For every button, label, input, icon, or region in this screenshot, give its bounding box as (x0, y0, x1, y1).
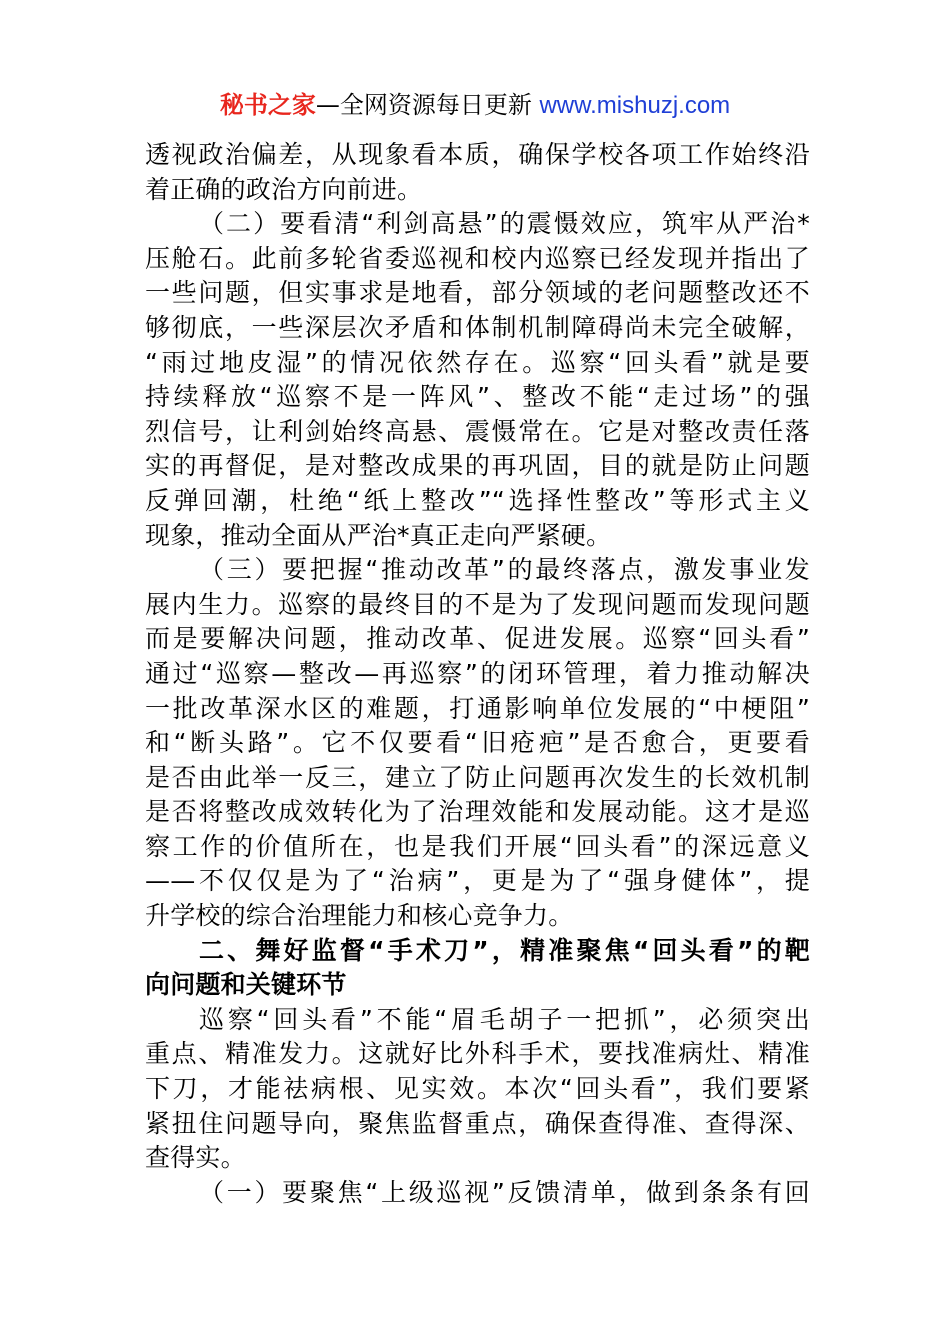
body-line: （一）要聚焦“上级巡视”反馈清单，做到条条有回 (199, 1177, 810, 1207)
body-line: 升学校的综合治理能力和核心竞争力。 (145, 901, 574, 931)
section-heading: 二、舞好监督“手术刀”，精准聚焦“回头看”的靶 (199, 935, 810, 965)
body-line: 和“断头路”。它不仅要看“旧疮疤”是否愈合，更要看 (145, 728, 810, 758)
site-header (0, 88, 950, 123)
body-line: （三）要把握“推动改革”的最终落点，激发事业发 (199, 555, 810, 585)
body-line: 通过“巡察—整改—再巡察”的闭环管理，着力推动解决 (145, 658, 810, 688)
body-line: 是否由此举一反三，建立了防止问题再次发生的长效机制 (145, 762, 810, 792)
body-line: 察工作的价值所在，也是我们开展“回头看”的深远意义 (145, 831, 810, 861)
body-line: 展内生力。巡察的最终目的不是为了发现问题而发现问题 (145, 589, 810, 619)
body-line: 实的再督促，是对整改成果的再巩固，目的就是防止问题 (145, 451, 810, 481)
body-line: 透视政治偏差，从现象看本质，确保学校各项工作始终沿 (145, 140, 810, 169)
body-line: 重点、精准发力。这就好比外科手术，要找准病灶、精准 (145, 1039, 810, 1069)
body-line: 下刀，才能祛病根、见实效。本次“回头看”，我们要紧 (145, 1074, 810, 1104)
body-line: “雨过地皮湿”的情况依然存在。巡察“回头看”就是要 (145, 347, 810, 377)
body-line: 持续释放“巡察不是一阵风”、整改不能“走过场”的强 (145, 382, 810, 412)
body-line: 烈信号，让利剑始终高悬、震慑常在。它是对整改责任落 (145, 416, 810, 446)
body-line: 巡察“回头看”不能“眉毛胡子一把抓”，必须突出 (199, 1004, 810, 1034)
body-line: 反弹回潮，杜绝“纸上整改”“选择性整改”等形式主义 (145, 485, 810, 515)
body-line: 而是要解决问题，推动改革、促进发展。巡察“回头看” (145, 624, 810, 654)
body-line: ——不仅仅是为了“治病”，更是为了“强身健体”，提 (145, 866, 810, 896)
site-brand: 秘书之家 (219, 91, 316, 119)
body-line: （二）要看清“利剑高悬”的震慑效应，筑牢从严治* (199, 209, 810, 239)
site-tagline: —全网资源每日更新 (315, 91, 540, 119)
document-body (145, 138, 810, 1210)
body-line: 一批改革深水区的难题，打通影响单位发展的“中梗阻” (145, 693, 810, 723)
body-line: 查得实。 (145, 1143, 246, 1173)
body-line: 一些问题，但实事求是地看，部分领域的老问题整改还不 (145, 278, 810, 308)
section-heading: 向问题和关键环节 (145, 970, 347, 1000)
body-line: 是否将整改成效转化为了治理效能和发展动能。这才是巡 (145, 797, 810, 827)
body-line: 压舱石。此前多轮省委巡视和校内巡察已经发现并指出了 (145, 243, 810, 273)
body-line: 着正确的政治方向前进。 (145, 174, 423, 204)
site-url-link[interactable]: www.mishuzj.com (539, 92, 731, 119)
body-line: 够彻底，一些深层次矛盾和体制机制障碍尚未完全破解， (145, 312, 810, 342)
body-line: 现象，推动全面从严治*真正走向严紧硬。 (145, 520, 612, 550)
body-line: 紧扭住问题导向，聚焦监督重点，确保查得准、查得深、 (145, 1108, 810, 1138)
